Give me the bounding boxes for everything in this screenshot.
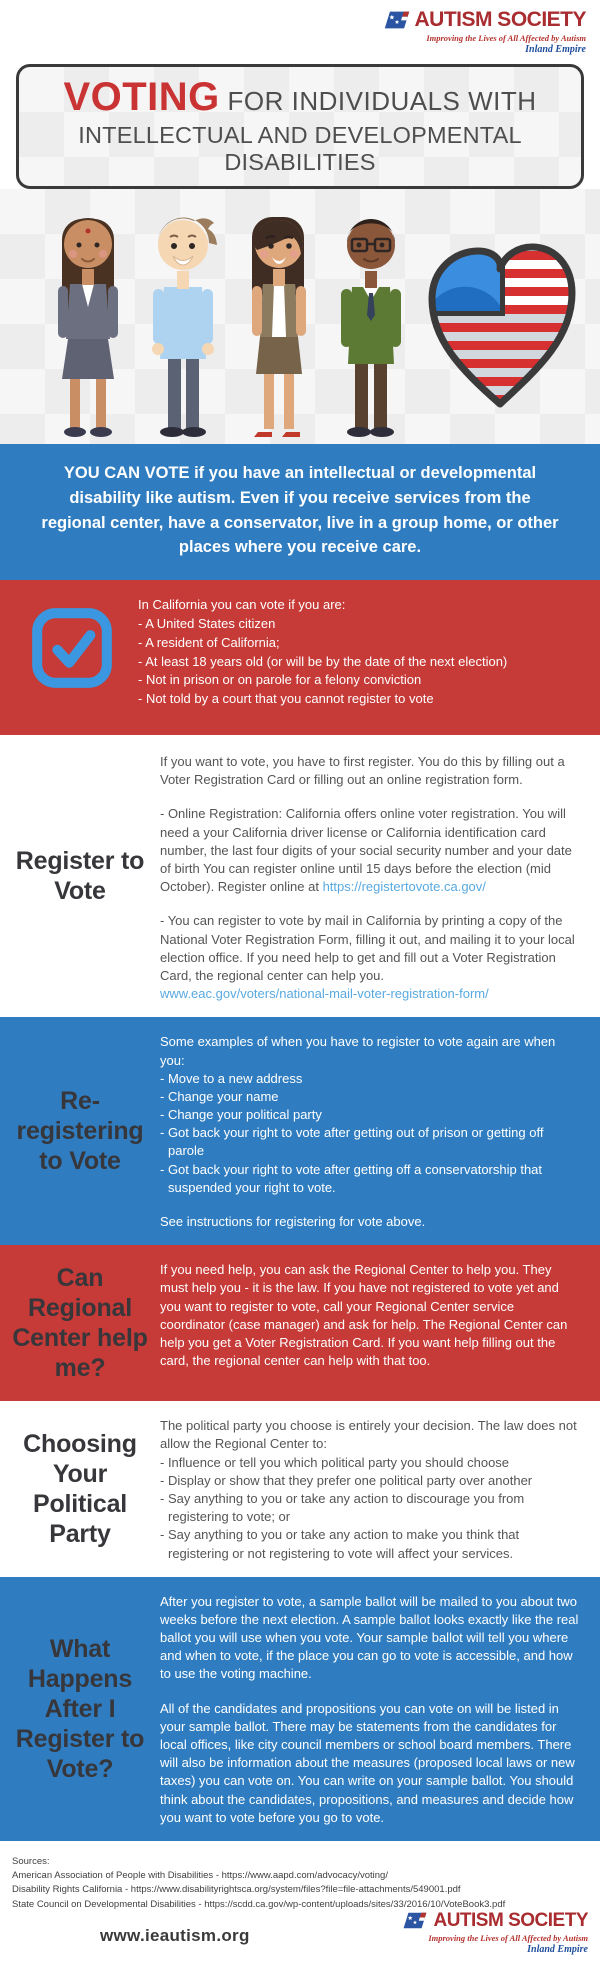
list-item: - Not in prison or on parole for a felony conviction xyxy=(138,672,422,688)
title-voting: VOTING xyxy=(63,75,220,119)
after-register-section xyxy=(0,1577,600,1841)
eligibility-text xyxy=(124,596,507,709)
mail-registration-link[interactable]: www.eac.gov/voters/national-mail-voter-registration-form/ xyxy=(160,986,489,1002)
diverse-voters-illustration xyxy=(0,189,600,444)
reregister-intro: Some examples of when you have to register to vote again are when you: xyxy=(160,1034,556,1068)
list-item: - Change your political party xyxy=(160,1107,322,1123)
register-online-link[interactable]: https://registertovote.ca.gov/ xyxy=(322,879,486,895)
list-item: - Influence or tell you which political party you should choose xyxy=(160,1454,510,1470)
brand-region: Inland Empire xyxy=(525,44,586,55)
source-line: Disability Rights California - https://www.disabilityrightsca.org/system/files?file=file-attachments/549001.pdf xyxy=(12,1884,461,1896)
american-flag-heart-icon xyxy=(425,239,580,409)
register-paragraph-3 xyxy=(160,912,582,1003)
person-man-green-sweater xyxy=(341,219,401,437)
list-item: - A United States citizen xyxy=(138,615,276,631)
you-can-vote-banner: YOU CAN VOTE if you have an intellectual or developmental disability like autism. Even if you receive services from the regional center, have a conservator, live in a group home, or other places where you receive care. xyxy=(0,444,600,580)
person-woman-vest xyxy=(252,217,306,437)
source-line: State Council on Developmental Disabilities - https://scdd.ca.gov/wp-content/uploads/sites/33/2016/10/VoteBook3.pdf xyxy=(12,1898,506,1910)
reregister-body xyxy=(160,1017,600,1245)
after-heading: What Happens After I Register to Vote? xyxy=(15,1634,145,1783)
after-paragraph-2: All of the candidates and propositions you can vote on will be listed in your sample ballot. There may be statements from the candidates for local offices, like city council members or school board members. There will also be information about the measures (proposed local laws or new taxes) you can vote on. You can write on your sample ballot. You should think about the candidates, propositions, and measures and decide how you want to vote before you go to vote. xyxy=(160,1700,575,1825)
person-woman-suit xyxy=(58,218,118,437)
hero-illustration xyxy=(0,189,600,444)
list-item: - Change your name xyxy=(160,1088,279,1104)
register-paragraph-2 xyxy=(160,805,582,896)
list-item: - Not told by a court that you cannot register to vote xyxy=(138,691,434,707)
list-item: - Say anything to you or take any action to discourage you from registering to vote; or xyxy=(160,1490,525,1525)
list-item: - A resident of California; xyxy=(138,634,280,650)
reregister-section xyxy=(0,1017,600,1245)
reregister-heading: Re-registering to Vote xyxy=(16,1087,144,1176)
after-body xyxy=(160,1577,600,1841)
reregister-outro: See instructions for registering for vote above. xyxy=(160,1214,426,1229)
list-item: - At least 18 years old (or will be by the date of the next election) xyxy=(138,653,508,669)
footer xyxy=(0,1841,600,1965)
regional-body: If you need help, you can ask the Regional Center to help you. They must help you - it is the law. If you have not registered to vote yet and you want to register to vote, call your Regional Center service coordinator (case manager) and ask for help. The Regional Center can help you get a Voter Registration Card. If you want help filling out the card, the regional center can help with that too. xyxy=(160,1262,568,1369)
brand-tagline: Improving the Lives of All Affected by Autism xyxy=(426,33,586,43)
autism-society-flag-icon xyxy=(403,1912,429,1930)
party-intro: The political party you choose is entirely your decision. The law does not allow the Regional Center to: xyxy=(160,1418,577,1452)
list-item: - Display or show that they prefer one political party over another xyxy=(160,1472,533,1488)
register-paragraph-1: If you want to vote, you have to first register. You do this by filling out a Voter Registration Card or filling out an online registration form. xyxy=(160,754,565,788)
party-body xyxy=(160,1401,600,1577)
regional-center-section xyxy=(0,1245,600,1401)
top-header xyxy=(0,0,600,62)
list-item: - Move to a new address xyxy=(160,1070,303,1086)
autism-society-flag-icon xyxy=(384,11,410,29)
title-box xyxy=(16,64,584,189)
source-line: American Association of People with Disabilities - https://www.aapd.com/advocacy/voting/ xyxy=(12,1870,388,1882)
title-line2: INTELLECTUAL AND DEVELOPMENTAL DISABILITIES xyxy=(78,122,522,175)
brand-region: Inland Empire xyxy=(527,1943,588,1955)
list-item: - Got back your right to vote after getting out of prison or getting off parole xyxy=(160,1125,544,1159)
after-paragraph-1: After you register to vote, a sample ballot will be mailed to you about two weeks before the next election. A sample ballot looks exactly like the real ballot you will use when you vote. Your sample ballot will tell you where and when to vote, if the place you can go to vote is accessible, and how to use the voting machine. xyxy=(160,1593,579,1682)
autism-society-logo-footer xyxy=(403,1884,588,1955)
autism-society-logo xyxy=(384,8,586,55)
eligibility-section xyxy=(0,580,600,735)
list-item: - Say anything to you or take any action to make you think that registering or not registering to vote will affect your services. xyxy=(160,1527,520,1561)
website-url: www.ieautism.org xyxy=(100,1925,250,1945)
register-paragraph-2-text: - Online Registration: California offers online voter registration. You will need a your California driver license or California identification card number, the last four digits of your social security number and your date of birth You can register online until 15 days before the election (mid October). Register online at xyxy=(160,806,572,895)
political-party-section xyxy=(0,1401,600,1577)
eligibility-intro: In California you can vote if you are: xyxy=(138,597,346,612)
person-man-blue-shirt xyxy=(152,218,217,437)
register-heading: Register to Vote xyxy=(15,847,145,906)
sources-label: Sources: xyxy=(12,1855,50,1867)
register-section xyxy=(0,735,600,1017)
checkbox-check-icon xyxy=(28,596,124,697)
register-body xyxy=(160,735,600,1017)
brand-name: AUTISM SOCIETY xyxy=(414,8,586,31)
party-heading: Choosing Your Political Party xyxy=(23,1429,137,1548)
page-title xyxy=(29,75,571,120)
brand-name: AUTISM SOCIETY xyxy=(433,1909,588,1931)
list-item: - Got back your right to vote after getting off a conservatorship that suspended your right to vote. xyxy=(160,1161,543,1195)
register-paragraph-3-text: - You can register to vote by mail in California by printing a copy of the National Voter Registration Form, filling it out, and mailing it to your local election office. If you need help to get and fill out a Voter Registration Card, the regional center can help you. xyxy=(160,913,575,983)
title-rest: FOR INDIVIDUALS WITH xyxy=(219,86,537,116)
regional-heading: Can Regional Center help me? xyxy=(12,1264,148,1383)
brand-tagline: Improving the Lives of All Affected by Autism xyxy=(428,1932,588,1943)
